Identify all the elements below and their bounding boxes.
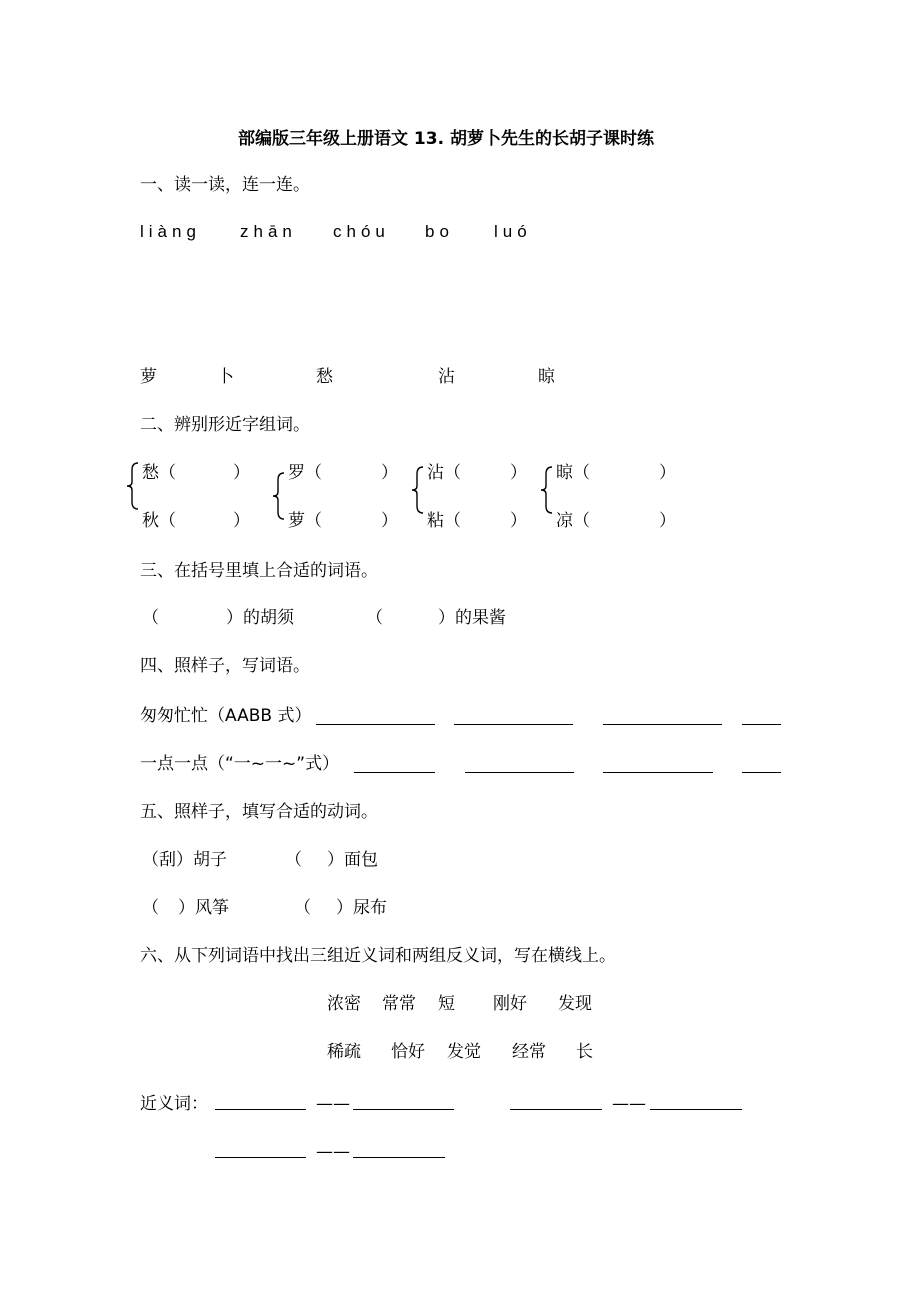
yi-yi-label: 一点一点（“一~一~”式） [140,754,340,774]
word-fajue: 发觉 [447,1042,481,1062]
section-2-heading: 二、辨别形近字组词。 [140,415,310,435]
word-faxian: 发现 [558,994,592,1014]
word-changchang: 常常 [382,994,416,1014]
word-duan: 短 [438,994,455,1014]
group-4-bottom: 凉（ [556,511,590,531]
word-chang: 长 [576,1042,593,1062]
group-4-top: 晾（ [556,463,590,483]
pinyin-chou: chóu [333,222,390,241]
section-5-heading: 五、照样子，填写合适的动词。 [140,802,378,822]
word-jingchang: 经常 [512,1042,546,1062]
group-3-bottom-close: ） [510,511,527,531]
group-3-bottom: 粘（ [427,511,461,531]
synonym-3-line-a[interactable] [215,1157,306,1158]
section-3-heading: 三、在括号里填上合适的词语。 [140,561,378,581]
aabb-line-4[interactable] [742,724,781,725]
group-4-top-close: ） [659,463,676,483]
synonym-2-line-a[interactable] [510,1109,602,1110]
word-xishu: 稀疏 [327,1042,361,1062]
blank-mianbao: ）面包 [327,850,378,870]
group-2-bottom-close: ） [381,511,398,531]
section-4-heading: 四、照样子，写词语。 [140,656,310,676]
brace-3 [411,466,427,514]
synonym-2-line-b[interactable] [650,1109,742,1110]
synonym-2-dash: —— [612,1094,646,1114]
section-6-heading: 六、从下列词语中找出三组近义词和两组反义词，写在横线上。 [140,946,616,966]
blank-fengzheng-open: （ [142,898,159,918]
group-2-bottom: 萝（ [288,511,322,531]
group-3-top: 沾（ [427,463,461,483]
pinyin-bo: bo [425,222,454,241]
synonym-label: 近义词： [140,1094,208,1114]
synonym-3-dash: —— [316,1142,350,1162]
char-bu: 卜 [217,367,234,387]
yi-yi-line-4[interactable] [742,772,781,773]
blank-1-open: （ [142,608,159,628]
pinyin-liang: liàng [140,222,201,241]
brace-1 [126,462,142,510]
blank-fengzheng: ）风筝 [178,898,229,918]
blank-niaobu: ）尿布 [336,898,387,918]
word-ganghao: 刚好 [493,994,527,1014]
group-4-bottom-close: ） [659,511,676,531]
group-3-top-close: ） [510,463,527,483]
char-liang: 晾 [538,367,555,387]
synonym-1-line-b[interactable] [353,1109,454,1110]
section-1-heading: 一、读一读，连一连。 [140,175,310,195]
pinyin-luo: luó [494,222,532,241]
blank-niaobu-open: （ [294,898,311,918]
aabb-line-1[interactable] [316,724,435,725]
blank-2-phrase: ）的果酱 [438,608,506,628]
word-qiahao: 恰好 [391,1042,425,1062]
synonym-3-line-b[interactable] [353,1157,445,1158]
yi-yi-line-2[interactable] [465,772,574,773]
group-1-bottom: 秋（ [142,511,176,531]
group-1-top-close: ） [233,463,250,483]
page-title: 部编版三年级上册语文 13. 胡萝卜先生的长胡子课时练 [238,129,654,149]
blank-1-phrase: ）的胡须 [226,608,294,628]
group-1-top: 愁（ [142,463,176,483]
synonym-1-line-a[interactable] [215,1109,306,1110]
yi-yi-line-3[interactable] [603,772,713,773]
group-2-top-close: ） [381,463,398,483]
yi-yi-line-1[interactable] [354,772,435,773]
brace-4 [540,466,556,514]
group-1-bottom-close: ） [233,511,250,531]
blank-mianbao-open: （ [285,850,302,870]
word-nongmi: 浓密 [327,994,361,1014]
aabb-label: 匆匆忙忙（AABB 式） [140,706,312,726]
char-zhan: 沾 [438,367,455,387]
example-gua-huzi: （刮）胡子 [142,850,227,870]
blank-2-open: （ [366,608,383,628]
synonym-1-dash: —— [316,1094,350,1114]
brace-2 [272,472,288,520]
aabb-line-3[interactable] [603,724,722,725]
char-luo: 萝 [140,367,157,387]
pinyin-zhan: zhān [240,222,297,241]
aabb-line-2[interactable] [454,724,573,725]
char-chou: 愁 [316,367,333,387]
group-2-top: 罗（ [288,463,322,483]
